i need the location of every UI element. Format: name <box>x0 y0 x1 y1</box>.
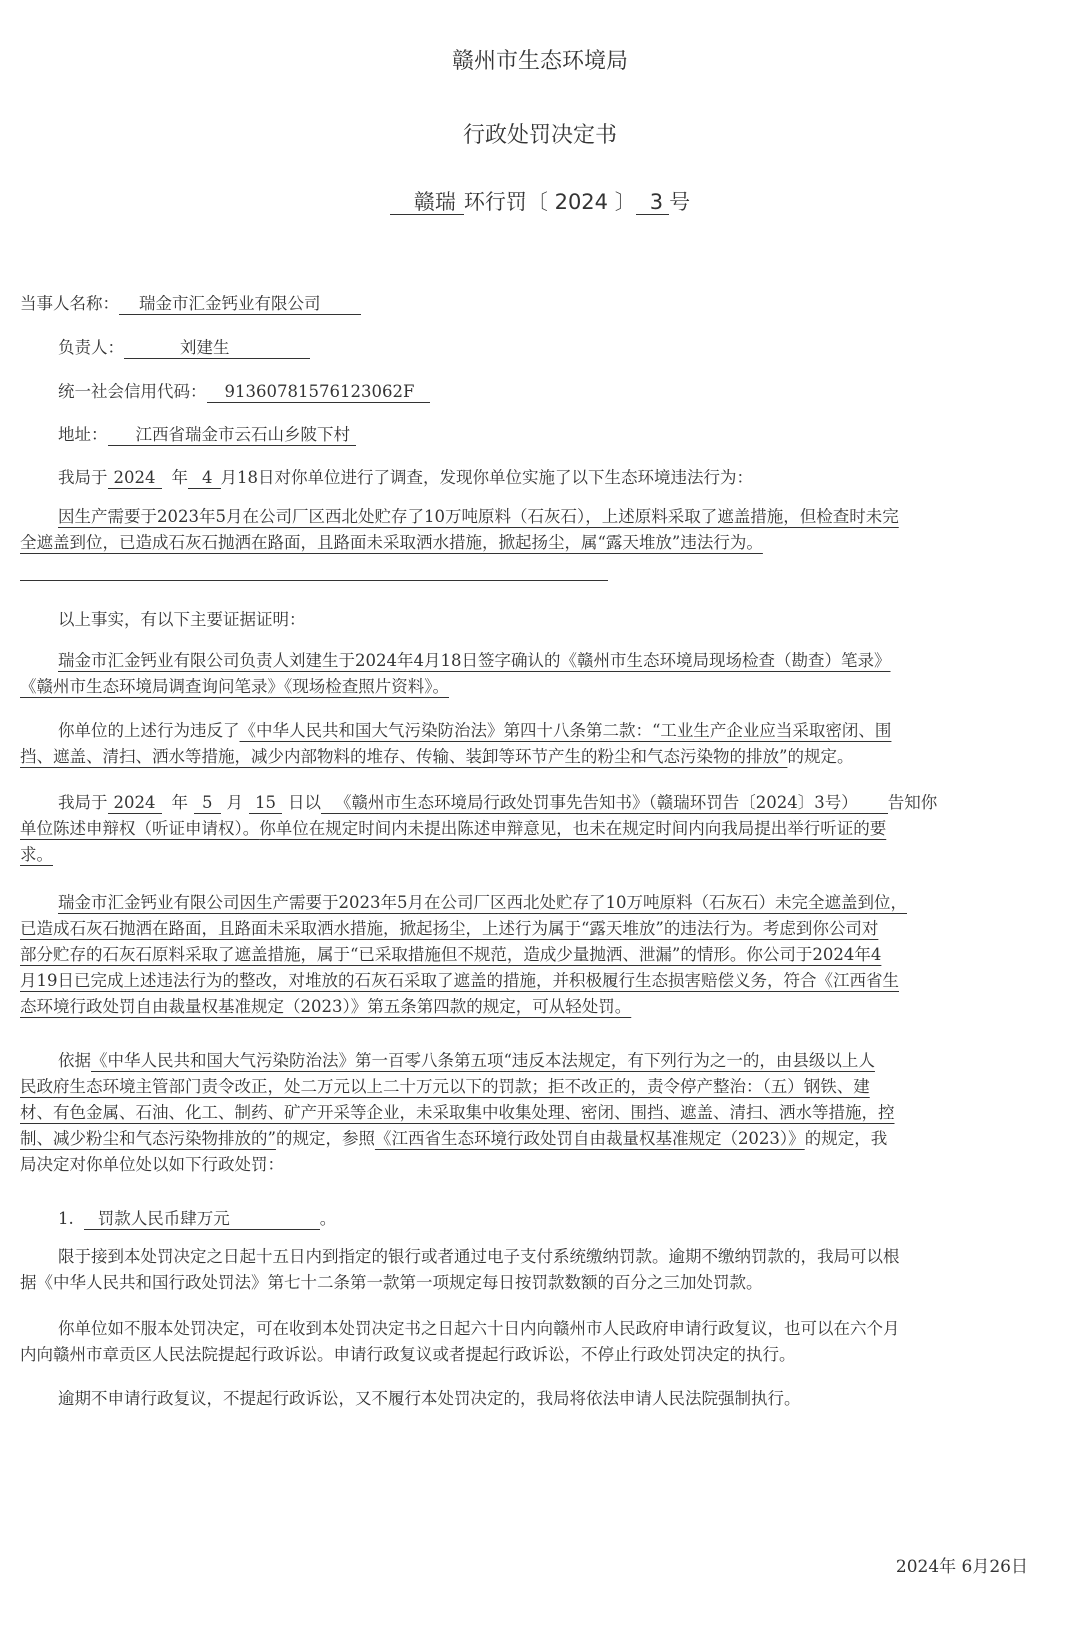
investigation-year: 2024 <box>108 469 162 489</box>
appeal-paragraph: 你单位如不服本处罚决定，可在收到本处罚决定书之日起六十日内向赣州市人民政府申请行政复议，也可以在六个月 内向赣州市章贡区人民法院提起行政诉讼。申请行政复议或者提起行政诉讼，不停止行政处罚决定的执行。 <box>20 1319 900 1364</box>
issue-date: 2024年 6月26日 <box>895 1557 1028 1577</box>
doc-no-num: 3 <box>636 190 669 215</box>
basis-paragraph: 依据《中华人民共和国大气污染防治法》第一百零八条第五项“违反本法规定，有下列行为之一的，由县级以上人 民政府生态环境主管部门责令改正，处二万元以上二十万元以下的罚款；拒不改正的，责令停产整治：（五）钢铁、建 材、有色金属、石油、化工、制药、矿产开采等企业，未采取集中收集处理、密闭、围挡、遮盖、清扫、洒水等措施，控 制、减少粉尘和气态污染物排放的”的规定，参照《江西省生态环境行政处罚自由裁量权基准规定（2023）》的规定，我 局决定对你单位处以如下行政处罚： <box>20 1051 895 1174</box>
document-number <box>0 186 1080 216</box>
doc-no-mid: 环行罚〔 2024 〕 <box>463 190 636 214</box>
party-addr-label: 地址： <box>58 425 108 444</box>
document-title: 行政处罚决定书 <box>462 123 617 148</box>
party-name-label: 当事人名称： <box>20 294 119 313</box>
party-head-row <box>58 334 310 359</box>
discretion-paragraph: 瑞金市汇金钙业有限公司因生产需要于2023年5月在公司厂区西北处贮存了10万吨原料（石灰石）未完全遮盖到位， 已造成石灰石抛洒在路面，且路面未采取洒水措施，掀起扬尘，上述行为属于“露天堆放”的违法行为。考虑到你公司对 部分贮存的石灰石原料采取了遮盖措施，属于“已采取措施但不规范，造成少量抛洒、泄漏”的情形。你公司于2024年4 月19日已完成上述违法行为的整改，对堆放的石灰石采取了遮盖的措施，并积极履行生态损害赔偿义务，符合《江西省生 态环境行政处罚自由裁量权基准规定（2023）》第五条第四款的规定，可从轻处罚。 <box>20 893 907 1016</box>
doc-no-prefix: 赣瑞 <box>390 190 464 215</box>
evidence-intro: 以上事实，有以下主要证据证明： <box>58 610 306 629</box>
penalty-amount: 罚款人民币肆万元 <box>84 1210 320 1230</box>
investigation-month: 4 <box>188 469 221 489</box>
payment-paragraph: 限于接到本处罚决定之日起十五日内到指定的银行或者通过电子支付系统缴纳罚款。逾期不缴纳罚款的，我局可以根 据《中华人民共和国行政处罚法》第七十二条第一款第一项规定每日按罚款数额的百分之三加处罚款。 <box>20 1247 900 1292</box>
law-paragraph: 你单位的上述行为违反了《中华人民共和国大气污染防治法》第四十八条第二款：“工业生产企业应当采取密闭、围 挡、遮盖、清扫、洒水等措施，减少内部物料的堆存、传输、装卸等环节产生的粉尘和气态污染物的排放”的规定。 <box>20 721 892 766</box>
investigation-line: 我局于 2024 年 4 月18日对你单位进行了调查，发现你单位实施了以下生态环境违法行为： <box>58 468 753 487</box>
party-code-value: 91360781576123062F <box>207 383 431 403</box>
party-head-label: 负责人： <box>58 338 124 357</box>
party-code-row <box>58 378 430 403</box>
party-addr-value: 江西省瑞金市云石山乡陂下村 <box>108 426 357 446</box>
party-name-value: 瑞金市汇金钙业有限公司 <box>119 295 361 315</box>
party-name-row <box>20 290 361 315</box>
party-addr-row <box>58 421 356 446</box>
evidence-paragraph: 瑞金市汇金钙业有限公司负责人刘建生于2024年4月18日签字确认的《赣州市生态环境局现场检查（勘查）笔录》 《赣州市生态环境局调查询问笔录》《现场检查照片资料》。 <box>20 651 891 696</box>
violation-paragraph: 因生产需要于2023年5月在公司厂区西北处贮存了10万吨原料（石灰石），上述原料采取了遮盖措施，但检查时未完 全遮盖到位，已造成石灰石抛洒在路面，且路面未采取洒水措施，掀起扬尘，属“露天堆放”违法行为。 <box>20 507 899 552</box>
notice-paragraph: 我局于 2024 年 5 月 15 日以 《赣州市生态环境局行政处罚事先告知书》（赣瑞环罚告〔2024〕3号） 告知你 单位陈述申辩权（听证申请权）。你单位在规定时间内未提出陈述申辩意见，也未在规定时间内向我局提出举行听证的要 求。 <box>20 793 938 864</box>
party-code-label: 统一社会信用代码： <box>58 382 207 401</box>
party-head-value: 刘建生 <box>124 339 310 359</box>
blank-underline <box>20 580 608 581</box>
enforcement-paragraph: 逾期不申请行政复议，不提起行政诉讼，又不履行本处罚决定的，我局将依法申请人民法院强制执行。 <box>58 1389 801 1408</box>
doc-no-suffix: 号 <box>669 190 691 214</box>
issuing-authority: 赣州市生态环境局 <box>451 49 628 74</box>
penalty-item: 1. 罚款人民币肆万元 。 <box>58 1209 337 1228</box>
